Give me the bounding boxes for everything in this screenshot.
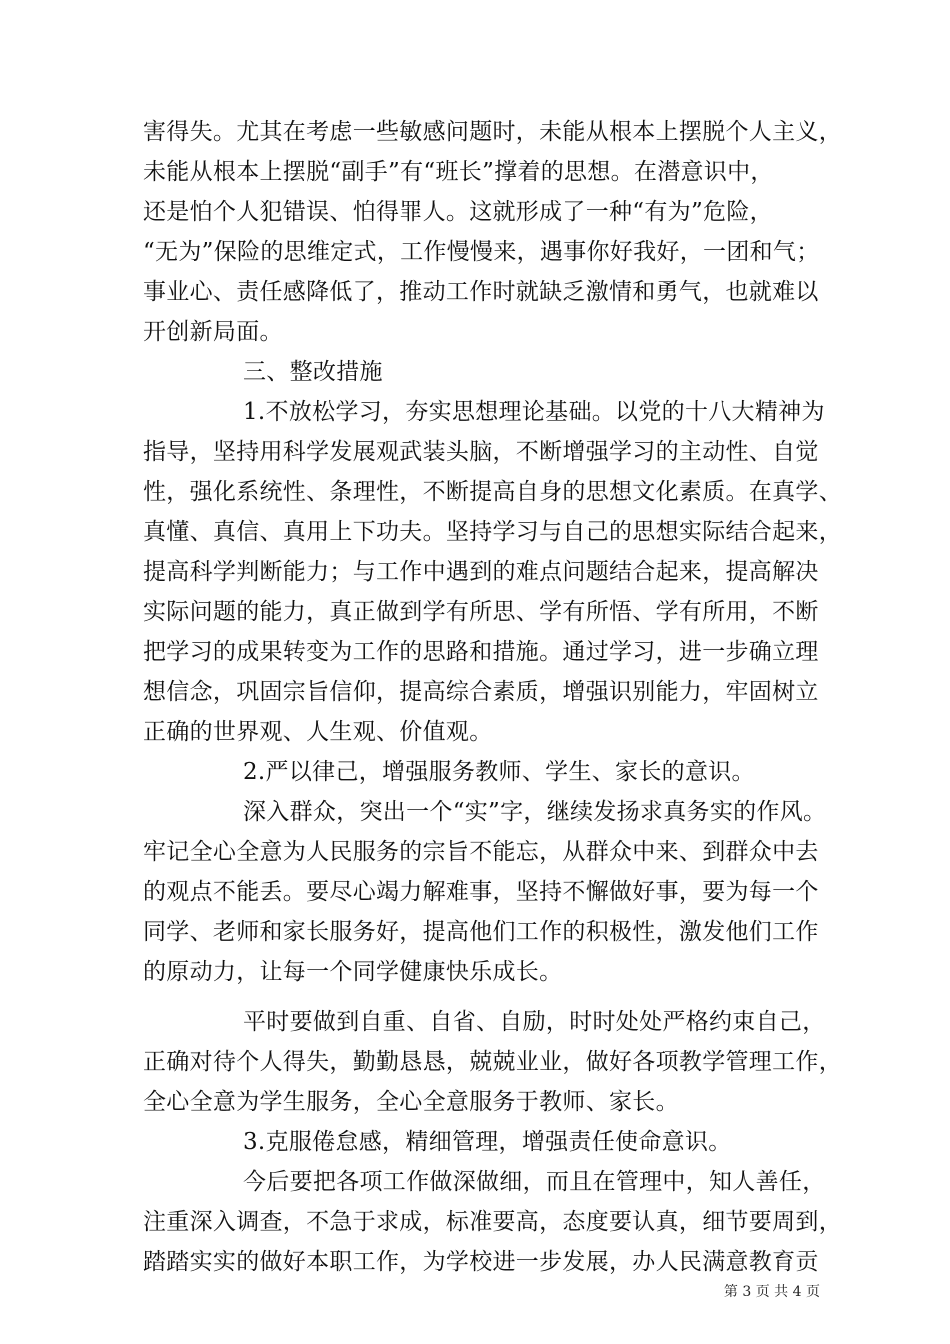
- text-line: 牢记全心全意为人民服务的宗旨不能忘，从群众中来、到群众中去: [143, 839, 819, 865]
- text-line: 害得失。尤其在考虑一些敏感问题时，未能从根本上摆脱个人主义，: [143, 119, 842, 145]
- text-line: 把学习的成果转变为工作的思路和措施。通过学习，进一步确立理: [143, 639, 819, 665]
- text-line: 1.不放松学习，夯实思想理论基础。以党的十八大精神为: [243, 399, 825, 425]
- text-line: 实际问题的能力，真正做到学有所思、学有所悟、学有所用，不断: [143, 599, 819, 625]
- text-line: 正确对待个人得失，勤勤恳恳，兢兢业业，做好各项教学管理工作，: [143, 1049, 842, 1075]
- text-line: 指导，坚持用科学发展观武装头脑，不断增强学习的主动性、自觉: [143, 439, 819, 465]
- text-line: 注重深入调查，不急于求成，标准要高，态度要认真，细节要周到，: [143, 1209, 842, 1235]
- text-line: 2.严以律己，增强服务教师、学生、家长的意识。: [243, 759, 755, 785]
- text-line: 想信念，巩固宗旨信仰，提高综合素质，增强识别能力，牢固树立: [143, 679, 819, 705]
- text-line: 事业心、责任感降低了，推动工作时就缺乏激情和勇气，也就难以: [143, 279, 819, 305]
- text-line: 真懂、真信、真用上下功夫。坚持学习与自己的思想实际结合起来，: [143, 519, 842, 545]
- text-line: 还是怕个人犯错误、怕得罪人。这就形成了一种“有为”危险，: [143, 199, 773, 225]
- text-line: 性，强化系统性、条理性，不断提高自身的思想文化素质。在真学、: [143, 479, 842, 505]
- text-line: 全心全意为学生服务，全心全意服务于教师、家长。: [143, 1089, 679, 1115]
- text-line: 今后要把各项工作做深做细，而且在管理中，知人善任，: [243, 1169, 826, 1195]
- text-line: 平时要做到自重、自省、自励，时时处处严格约束自己，: [243, 1009, 826, 1035]
- text-line: 深入群众，突出一个“实”字，继续发扬求真务实的作风。: [243, 799, 827, 825]
- text-line: 提高科学判断能力；与工作中遇到的难点问题结合起来，提高解决: [143, 559, 819, 585]
- text-line: 开创新局面。: [143, 319, 283, 345]
- text-line: 未能从根本上摆脱“副手”有“班长”撑着的思想。在潜意识中，: [143, 159, 774, 185]
- text-line: 同学、老师和家长服务好，提高他们工作的积极性，激发他们工作: [143, 919, 819, 945]
- section-heading: 三、整改措施: [243, 359, 383, 385]
- text-line: 3.克服倦怠感，精细管理，增强责任使命意识。: [243, 1129, 732, 1155]
- text-line: “无为”保险的思维定式，工作慢慢来，遇事你好我好，一团和气；: [143, 239, 820, 265]
- text-line: 的观点不能丢。要尽心竭力解难事，坚持不懈做好事，要为每一个: [143, 879, 819, 905]
- page-number: 第 3 页 共 4 页: [723, 1284, 820, 1300]
- text-line: 正确的世界观、人生观、价值观。: [143, 719, 493, 745]
- text-line: 的原动力，让每一个同学健康快乐成长。: [143, 959, 563, 985]
- text-line: 踏踏实实的做好本职工作，为学校进一步发展，办人民满意教育贡: [143, 1249, 819, 1275]
